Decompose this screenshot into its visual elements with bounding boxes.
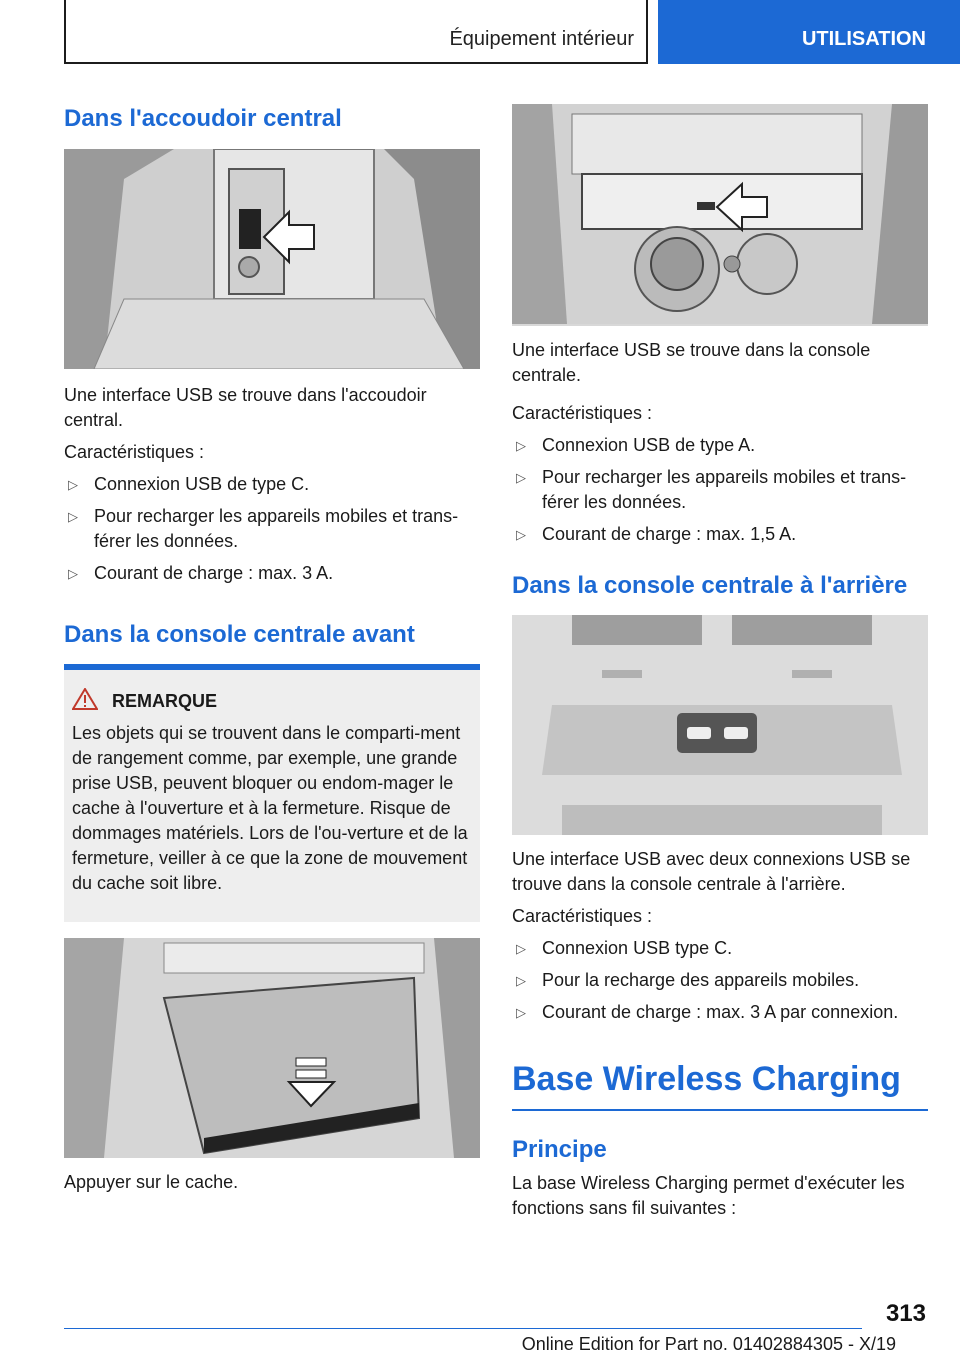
list-item: ▷ Pour recharger les appareils mobiles et trans-férer les données.: [516, 467, 907, 512]
right-column: [512, 104, 928, 1221]
heading-rule: [512, 1109, 928, 1111]
front-console-usb-image: [512, 104, 928, 326]
front-console-heading: Dans la console centrale avant: [64, 621, 415, 648]
notice-label: REMARQUE: [112, 691, 218, 711]
triangle-bullet-icon: ▷: [516, 973, 526, 988]
armrest-feature-list: [64, 472, 480, 586]
triangle-bullet-icon: ▷: [516, 470, 526, 485]
cover-caption: Appuyer sur le cache.: [64, 1172, 239, 1192]
triangle-bullet-icon: ▷: [68, 566, 78, 581]
footer-edition: Online Edition for Part no. 01402884305 - X/19: [521, 1334, 896, 1354]
rear-console-heading: Dans la console centrale à l'arrière: [512, 572, 908, 599]
armrest-features-label: Caractéristiques :: [64, 442, 205, 462]
list-item: ▷ Pour la recharge des appareils mobiles.: [512, 968, 928, 993]
notice-text: Les objets qui se trouvent dans le comparti-ment de rangement comme, par exemple, une grande prise USB, peuvent bloquer ou endom-mager le cache à l'ouverture et à la fermeture. Risque de dommages matériels. Lors de l'ou-verture et de la fermeture, veiller à ce que la zone de mouvement du cache soit libre.: [72, 723, 468, 893]
front-console-usb-features-label: Caractéristiques :: [512, 403, 653, 423]
armrest-heading: Dans l'accoudoir central: [64, 105, 342, 132]
armrest-usb-image: [64, 149, 480, 369]
list-item: ▷ Courant de charge : max. 1,5 A.: [512, 522, 928, 547]
list-item: ▷ Courant de charge : max. 3 A.: [64, 561, 480, 586]
principle-heading: Principe: [512, 1136, 607, 1163]
footer-rule: [64, 1328, 862, 1329]
section-title: Équipement intérieur: [449, 28, 634, 50]
wireless-charging-heading: Base Wireless Charging: [512, 1060, 901, 1098]
triangle-bullet-icon: ▷: [516, 1005, 526, 1020]
triangle-bullet-icon: ▷: [68, 477, 78, 492]
list-item: ▷ Connexion USB de type A.: [512, 433, 928, 458]
triangle-bullet-icon: ▷: [68, 509, 78, 524]
rear-console-usb-image: [512, 615, 928, 835]
rear-console-description: Une interface USB avec deux connexions USB se trouve dans la console centrale à l'arrière.: [512, 849, 911, 894]
page-number: 313: [885, 1300, 926, 1327]
list-item: ▷ Connexion USB type C.: [512, 936, 928, 961]
list-item: ▷ Pour recharger les appareils mobiles et trans-férer les données.: [68, 506, 459, 551]
notice-box: [64, 670, 480, 922]
principle-text: La base Wireless Charging permet d'exécuter les fonctions sans fil suivantes :: [512, 1173, 905, 1218]
left-column: [64, 104, 480, 1195]
cover-image: [64, 938, 480, 1158]
triangle-bullet-icon: ▷: [516, 438, 526, 453]
warning-triangle-icon: [72, 688, 112, 715]
front-console-usb-feature-list: [512, 433, 928, 547]
chapter-tab[interactable]: UTILISATION: [658, 0, 960, 64]
list-item: ▷ Courant de charge : max. 3 A par connexion.: [512, 1000, 928, 1025]
list-item: ▷ Connexion USB de type C.: [64, 472, 480, 497]
triangle-bullet-icon: ▷: [516, 941, 526, 956]
rear-console-feature-list: [512, 936, 928, 1025]
rear-console-features-label: Caractéristiques :: [512, 906, 653, 926]
triangle-bullet-icon: ▷: [516, 527, 526, 542]
front-console-usb-description: Une interface USB se trouve dans la console centrale.: [512, 340, 871, 385]
header-box: [64, 0, 648, 64]
armrest-description: Une interface USB se trouve dans l'accoudoir central.: [64, 385, 427, 430]
